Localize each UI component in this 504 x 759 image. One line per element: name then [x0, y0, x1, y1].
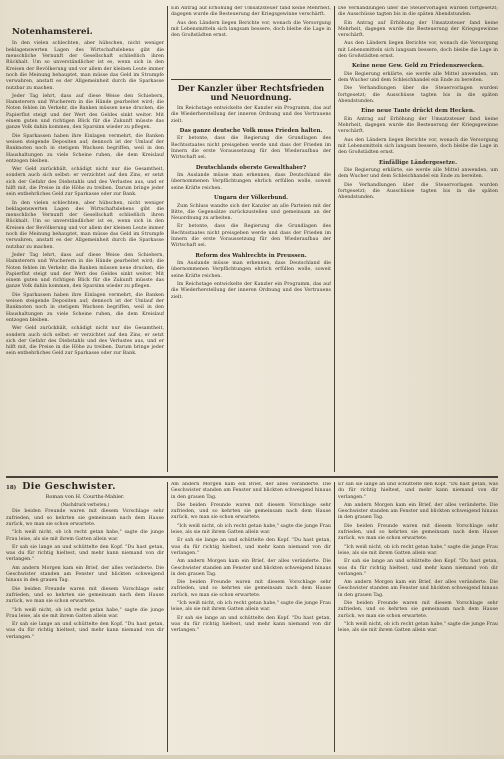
paragraph: Aus den Ländern liegen Berichte vor, wonach die Versorgung mit Lebensmitteln sich langsam bessere, doch bleibe die Lage in den Großstädten ernst.	[171, 20, 331, 39]
installment-number: 18)	[6, 485, 17, 491]
paragraph: "Ich weiß nicht, ob ich recht getan habe," sagte die junge Frau leise, als sie mit ihrem Gatten allein war.	[6, 530, 164, 542]
paragraph: Die beiden Freunde waren mit diesem Vorschlage sehr zufrieden, und so kehrten sie gemeinsam nach dem Hause zurück, wo man sie schon erwartete.	[6, 586, 164, 605]
feuilleton-body-continued	[171, 482, 331, 635]
paragraph: Die beiden Freunde waren mit diesem Vorschlage sehr zufrieden, und so kehrten sie gemeinsam nach dem Hause zurück, wo man sie schon erwartete.	[6, 509, 164, 527]
subheading: Das ganze deutsche Volk muss Frieden halten.	[179, 127, 323, 134]
paragraph: Ein Antrag auf Erhöhung der Umsatzsteuer fand keine Mehrheit, dagegen wurde die Besteuerung der Kriegsgewinne verschärft.	[171, 6, 331, 18]
paragraph: Wer Geld zurückhält, schädigt nicht nur die Gesamtheit, sondern auch sich selbst: er verzichtet auf den Zins, er setzt sich der Gefahr des Diebstahls und des Verlustes aus, und er hilft mit, die Preise in die Höhe zu treiben. Darum bringe jeder sein entbehrliches Geld zur Sparkasse oder zur Bank.	[6, 167, 164, 198]
paragraph: "Ich weiß nicht, ob ich recht getan habe," sagte die junge Frau leise, als sie mit ihrem Gatten allein war.	[338, 621, 498, 634]
subheading: Keine neue Gew. Geld zu Friedenszwecken.	[352, 63, 484, 70]
paragraph: Die Verhandlungen über die Steuervorlagen wurden fortgesetzt; die Ausschüsse tagten bis in die späten Abendstunden.	[338, 6, 498, 18]
paragraph: Er sah sie lange an und schüttelte den Kopf. "Du hast getan, was du für richtig hieltest, und mehr kann niemand von dir verlangen."	[6, 622, 164, 640]
paragraph: Die Verhandlungen über die Steuervorlagen wurden fortgesetzt; die Ausschüsse tagten bis in die späten Abendstunden.	[338, 86, 498, 105]
paragraph: Er sah sie lange an und schüttelte den Kopf. "Du hast getan, was du für richtig hieltest, und mehr kann niemand von dir verlangen."	[338, 559, 498, 577]
paragraph: Am andern Morgen kam ein Brief, der alles veränderte. Die Geschwister standen am Fenster und blickten schweigend hinaus in den grauen Tag.	[171, 559, 331, 577]
column-divider	[334, 482, 335, 752]
subheading: Reform des Wahlrechts in Preussen.	[195, 252, 307, 259]
feuilleton-body-continued	[338, 482, 498, 635]
paragraph: Ein Antrag auf Erhöhung der Umsatzsteuer fand keine Mehrheit, dagegen wurde die Besteuerung der Kriegsgewinne verschärft.	[338, 20, 498, 39]
article-body-column-3	[338, 6, 498, 202]
feuilleton-column-2	[171, 482, 331, 752]
article-body-notenhamsterei	[6, 41, 164, 357]
paragraph: Im Reichstage entwickelte der Kanzler ein Programm, das auf die Wiederherstellung der inneren Ordnung und des Vertrauens zielt.	[171, 281, 331, 300]
paragraph: Ein Antrag auf Erhöhung der Umsatzsteuer fand keine Mehrheit, dagegen wurde die Besteuerung der Kriegsgewinne verschärft.	[338, 116, 498, 135]
paragraph: Am andern Morgen kam ein Brief, der alles veränderte. Die Geschwister standen am Fenster und blickten schweigend hinaus in den grauen Tag.	[338, 502, 498, 521]
paragraph: Die Verhandlungen über die Steuervorlagen wurden fortgesetzt; die Ausschüsse tagten bis in die späten Abendstunden.	[338, 182, 498, 201]
feuilleton-column-1	[6, 482, 164, 752]
paragraph: In den vielen schlechten, aber hübschen, nicht weniger beklagenswerten Lagen des Wirtschaftslebens gibt die menschliche Vernunft der Gesellschaft schließlich ihren Rückhalt. Um so unverständlicher ist es, wenn sich in den Kreisen der Bevölkerung und vor allem der kleinen Leute immer noch die Meinung behauptet, man müsse das Geld im Strumpfe verwahren, anstatt es der Allgemeinheit durch die Sparkasse nutzbar zu machen.	[6, 200, 164, 250]
paragraph: Die Regierung erklärte, sie werde alle Mittel anwenden, um dem Wucher und dem Schleichhandel ein Ende zu bereiten.	[338, 71, 498, 84]
paragraph: Im Reichstage entwickelte der Kanzler ein Programm, das auf die Wiederherstellung der inneren Ordnung und des Vertrauens zielt.	[171, 106, 331, 124]
paragraph: Im Auslande müsse man erkennen, dass Deutschland die übernommenen Verpflichtungen ehrlich erfüllen wolle, soweit seine Kräfte reichen.	[171, 173, 331, 191]
paragraph: Er sah sie lange an und schüttelte den Kopf. "Du hast getan, was du für richtig hieltest, und mehr kann niemand von dir verlangen."	[6, 544, 164, 563]
column-1	[6, 6, 164, 473]
feuilleton-divider	[6, 476, 498, 478]
article-body-kanzler	[171, 106, 331, 301]
column-2	[171, 6, 331, 473]
paragraph: Die beiden Freunde waren mit diesem Vorschlage sehr zufrieden, und so kehrten sie gemeinsam nach dem Hause zurück, wo man sie schon erwartete.	[171, 502, 331, 521]
feuilleton-body	[6, 509, 164, 641]
column-divider	[167, 482, 168, 752]
paragraph: Die Sparkassen haben ihre Einlagen vermehrt, die Banken weisen steigende Depositen auf; dennoch ist der Umlauf der Banknoten noch in stetigem Wachsen begriffen, weil in den Haushaltungen zu viele Scheine ruhen, die dem Kreislauf entzogen bleiben.	[6, 133, 164, 164]
feuilleton-header	[6, 482, 164, 492]
article-heading-kanzler: Der Kanzler über Rechtsfrieden und Neuordnung.	[177, 83, 325, 103]
paragraph: Er sah sie lange an und schüttelte den Kopf. "Du hast getan, was du für richtig hieltest, und mehr kann niemand von dir verlangen."	[171, 538, 331, 556]
paragraph: Er sah sie lange an und schüttelte den Kopf. "Du hast getan, was du für richtig hieltest, und mehr kann niemand von dir verlangen."	[171, 615, 331, 634]
page-edge	[0, 755, 504, 759]
paragraph: Am andern Morgen kam ein Brief, der alles veränderte. Die Geschwister standen am Fenster und blickten schweigend hinaus in den grauen Tag.	[338, 580, 498, 598]
column-divider	[167, 6, 168, 472]
paragraph: "Ich weiß nicht, ob ich recht getan habe," sagte die junge Frau leise, als sie mit ihrem Gatten allein war.	[6, 607, 164, 619]
paragraph: Die Sparkassen haben ihre Einlagen vermehrt, die Banken weisen steigende Depositen auf; dennoch ist der Umlauf der Banknoten noch in stetigem Wachsen begriffen, weil in den Haushaltungen zu viele Scheine ruhen, die dem Kreislauf entzogen bleiben.	[6, 292, 164, 323]
column-3	[338, 6, 498, 473]
reprint-note: (Nachdruck verboten.)	[60, 502, 110, 508]
article-continuation	[171, 6, 331, 76]
paragraph: Er sah sie lange an und schüttelte den Kopf. "Du hast getan, was du für richtig hieltest, und mehr kann niemand von dir verlangen."	[338, 482, 498, 500]
paragraph: Aus den Ländern liegen Berichte vor, wonach die Versorgung mit Lebensmitteln sich langsam bessere, doch bleibe die Lage in den Großstädten ernst.	[338, 137, 498, 156]
paragraph: "Ich weiß nicht, ob ich recht getan habe," sagte die junge Frau leise, als sie mit ihrem Gatten allein war.	[171, 601, 331, 613]
paragraph: Wer Geld zurückhält, schädigt nicht nur die Gesamtheit, sondern auch sich selbst: er verzichtet auf den Zins, er setzt sich der Gefahr des Diebstahls und des Verlustes aus, und er hilft mit, die Preise in die Höhe zu treiben. Darum bringe jeder sein entbehrliches Geld zur Sparkasse oder zur Bank.	[6, 326, 164, 357]
paragraph: Am andern Morgen kam ein Brief, der alles veränderte. Die Geschwister standen am Fenster und blickten schweigend hinaus in den grauen Tag.	[171, 482, 331, 500]
paragraph: Im Auslande müsse man erkennen, dass Deutschland die übernommenen Verpflichtungen ehrlich erfüllen wolle, soweit seine Kräfte reichen.	[171, 261, 331, 279]
subheading: Eine neue Tante drückt dem Hecken.	[361, 108, 475, 115]
feuilleton-title: Die Geschwister.	[22, 482, 116, 492]
paragraph: "Ich weiß nicht, ob ich recht getan habe," sagte die junge Frau leise, als sie mit ihrem Gatten allein war.	[171, 523, 331, 536]
paragraph: Zum Schluss wandte sich der Kanzler an alle Parteien mit der Bitte, die Gegensätze zurückzustellen und gemeinsam an der Neuordnung zu arbeiten.	[171, 203, 331, 222]
feuilleton-byline: Roman von H. Courths-Mahler.	[45, 494, 125, 501]
paragraph: In den vielen schlechten, aber hübschen, nicht weniger beklagenswerten Lagen des Wirtschaftslebens gibt die menschliche Vernunft der Gesellschaft schließlich ihren Rückhalt. Um so unverständlicher ist es, wenn sich in den Kreisen der Bevölkerung und vor allem der kleinen Leute immer noch die Meinung behauptet, man müsse das Geld im Strumpfe verwahren, anstatt es der Allgemeinheit durch die Sparkasse nutzbar zu machen.	[6, 41, 164, 91]
paragraph: Die beiden Freunde waren mit diesem Vorschlage sehr zufrieden, und so kehrten sie gemeinsam nach dem Hause zurück, wo man sie schon erwartete.	[338, 523, 498, 542]
paragraph: "Ich weiß nicht, ob ich recht getan habe," sagte die junge Frau leise, als sie mit ihrem Gatten allein war.	[338, 544, 498, 556]
paragraph: Er betonte, dass die Regierung die Grundlagen des Rechtsstaates nicht preisgeben werde und dass der Frieden im Innern die erste Voraussetzung für den Wiederaufbau der Wirtschaft sei.	[171, 136, 331, 161]
feuilleton-column-3	[338, 482, 498, 752]
paragraph: Jeder Tag lehrt, dass auf diese Weise den Schiebern, Hamsterern und Wucherern in die Hände gearbeitet wird; die Noten fehlen im Verkehr, die Banken müssen neue drucken, die Papierflut steigt und der Wert des Geldes sinkt weiter. Mit einem guten und richtigen Blick für die Zukunft müsste das ganze Volk dahin kommen, den Sparsinn wieder zu pflegen.	[6, 93, 164, 131]
section-divider	[171, 79, 331, 80]
paragraph: Am andern Morgen kam ein Brief, der alles veränderte. Die Geschwister standen am Fenster und blickten schweigend hinaus in den grauen Tag.	[6, 565, 164, 584]
paragraph: Die beiden Freunde waren mit diesem Vorschlage sehr zufrieden, und so kehrten sie gemeinsam nach dem Hause zurück, wo man sie schon erwartete.	[171, 580, 331, 598]
paragraph: Er betonte, dass die Regierung die Grundlagen des Rechtsstaates nicht preisgeben werde und dass der Frieden im Innern die erste Voraussetzung für den Wiederaufbau der Wirtschaft sei.	[171, 224, 331, 249]
subheading: Einfällige Ländergesetze.	[378, 159, 458, 166]
paragraph: Aus den Ländern liegen Berichte vor, wonach die Versorgung mit Lebensmitteln sich langsam bessere, doch bleibe die Lage in den Großstädten ernst.	[338, 41, 498, 60]
paragraph: Jeder Tag lehrt, dass auf diese Weise den Schiebern, Hamsterern und Wucherern in die Hände gearbeitet wird; die Noten fehlen im Verkehr, die Banken müssen neue drucken, die Papierflut steigt und der Wert des Geldes sinkt weiter. Mit einem guten und richtigen Blick für die Zukunft müsste das ganze Volk dahin kommen, den Sparsinn wieder zu pflegen.	[6, 252, 164, 290]
subheading: Deutschlands oberste Gewalthaber?	[195, 164, 307, 171]
paragraph: Die beiden Freunde waren mit diesem Vorschlage sehr zufrieden, und so kehrten sie gemeinsam nach dem Hause zurück, wo man sie schon erwartete.	[338, 601, 498, 619]
paragraph: Die Regierung erklärte, sie werde alle Mittel anwenden, um dem Wucher und dem Schleichhandel ein Ende zu bereiten.	[338, 168, 498, 180]
column-divider	[334, 6, 335, 472]
subheading: Ungarn der Völkerbund.	[213, 195, 289, 201]
article-heading-notenhamsterei: Notenhamsterei.	[12, 27, 93, 37]
